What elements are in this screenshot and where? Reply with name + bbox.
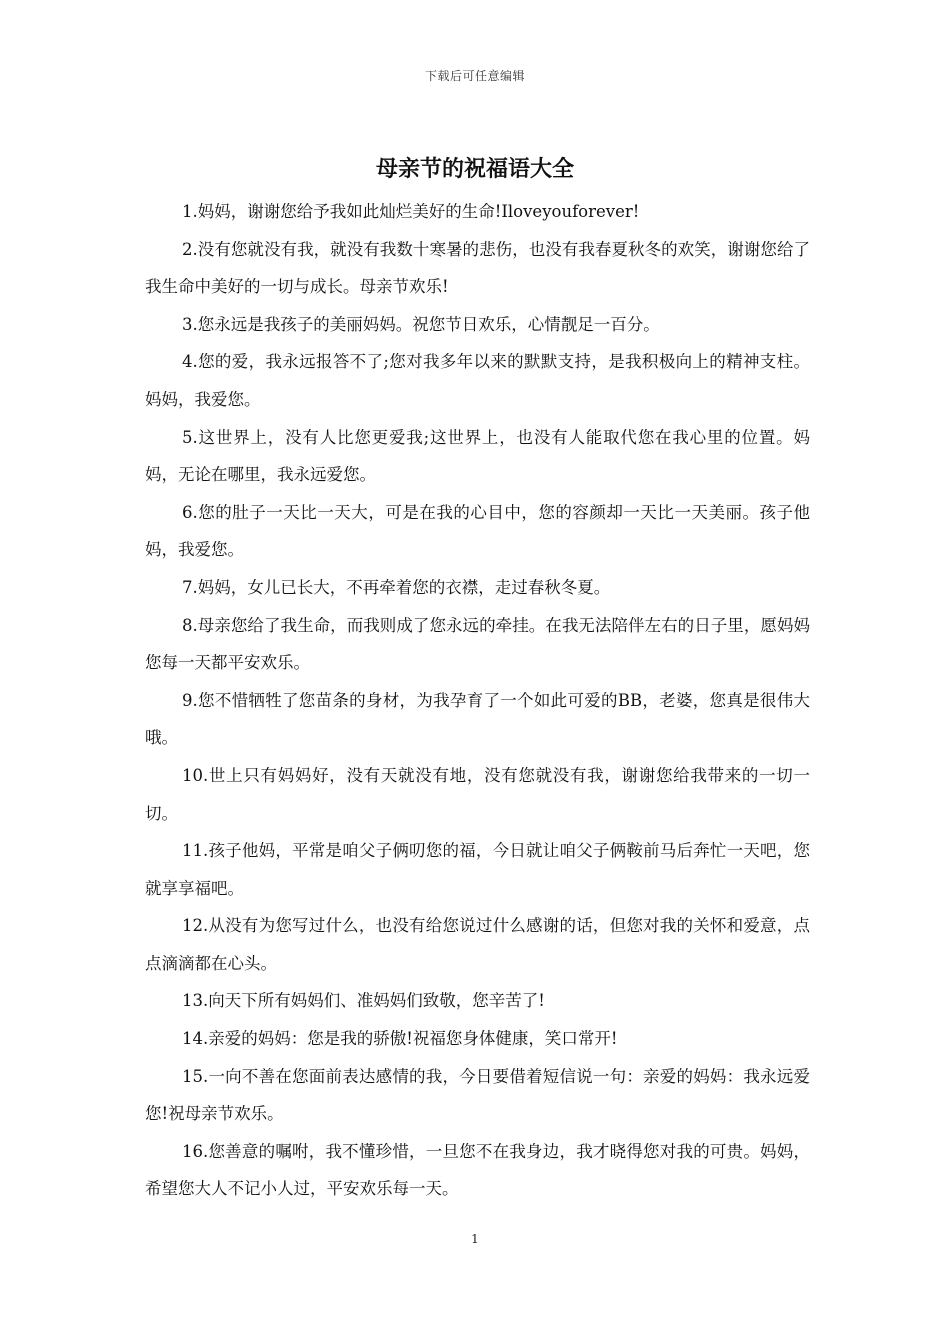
page-title: 母亲节的祝福语大全	[375, 157, 574, 182]
paragraph-13: 13.向天下所有妈妈们、准妈妈们致敬，您辛苦了!	[182, 991, 545, 1011]
paragraph-9: 9.您不惜牺牲了您苗条的身材，为我孕育了一个如此可爱的BB，老婆，您真是很伟大哦。	[145, 690, 810, 748]
paragraph-15: 15.一向不善在您面前表达感情的我，今日要借着短信说一句：亲爱的妈妈：我永远爱您!祝母亲节欢乐。	[145, 1066, 810, 1124]
paragraph-2: 2.没有您就没有我，就没有我数十寒暑的悲伤，也没有我春夏秋冬的欢笑，谢谢您给了我生命中美好的一切与成长。母亲节欢乐!	[145, 239, 810, 297]
paragraph-6: 6.您的肚子一天比一天大，可是在我的心目中，您的容颜却一天比一天美丽。孩子他妈，我爱您。	[145, 502, 810, 560]
paragraph-11: 11.孩子他妈，平常是咱父子俩叨您的福，今日就让咱父子俩鞍前马后奔忙一天吧，您就享享福吧。	[145, 841, 810, 898]
paragraph-12: 12.从没有为您写过什么，也没有给您说过什么感谢的话，但您对我的关怀和爱意，点点滴滴都在心头。	[145, 916, 810, 973]
paragraph-8: 8.母亲您给了我生命，而我则成了您永远的牵挂。在我无法陪伴左右的日子里，愿妈妈您每一天都平安欢乐。	[145, 615, 810, 673]
paragraph-1: 1.妈妈，谢谢您给予我如此灿烂美好的生命!Iloveyouforever!	[182, 202, 640, 221]
page-number: 1	[471, 1232, 479, 1246]
paragraph-10: 10.世上只有妈妈好，没有天就没有地，没有您就没有我，谢谢您给我带来的一切一切。	[145, 765, 810, 823]
paragraph-16: 16.您善意的嘱咐，我不懂珍惜，一旦您不在我身边，我才晓得您对我的可贵。妈妈，希望您大人不记小人过，平安欢乐每一天。	[145, 1141, 810, 1199]
body-text	[145, 193, 810, 1208]
header-note: 下载后可任意编辑	[424, 69, 525, 83]
paragraph-4: 4.您的爱，我永远报答不了;您对我多年以来的默默支持，是我积极向上的精神支柱。妈妈，我爱您。	[145, 352, 810, 409]
paragraph-5: 5.这世界上，没有人比您更爱我;这世界上，也没有人能取代您在我心里的位置。妈妈，无论在哪里，我永远爱您。	[145, 427, 810, 485]
paragraph-7: 7.妈妈，女儿已长大，不再牵着您的衣襟，走过春秋冬夏。	[182, 577, 611, 597]
paragraph-3: 3.您永远是我孩子的美丽妈妈。祝您节日欢乐，心情靓足一百分。	[182, 314, 660, 334]
paragraph-14: 14.亲爱的妈妈：您是我的骄傲!祝福您身体健康，笑口常开!	[182, 1029, 618, 1049]
